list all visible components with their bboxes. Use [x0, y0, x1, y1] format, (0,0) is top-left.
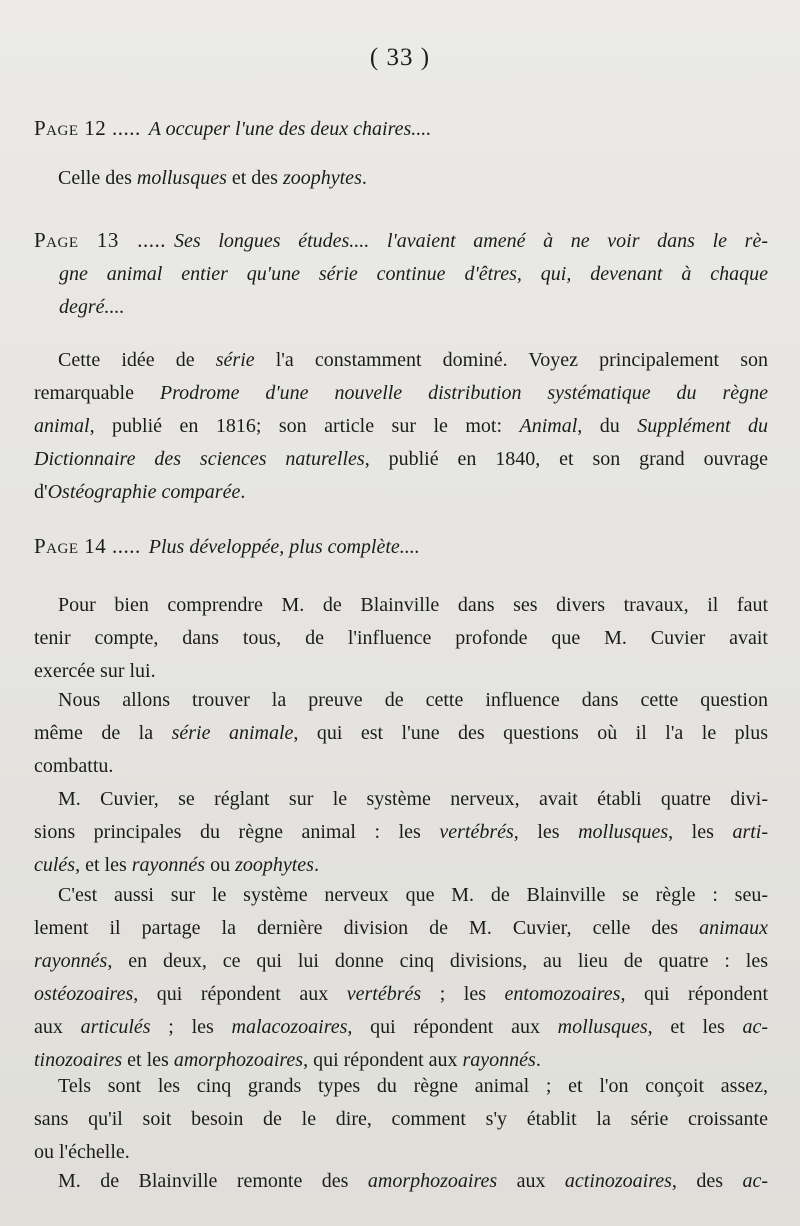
- para-line: [34, 162, 768, 195]
- para-line: exercée sur lui.: [34, 660, 156, 682]
- para-line: tinozoaires et les amorphozoaires, qui répondent aux rayonnés.: [34, 1049, 541, 1071]
- paragraph-3: [34, 589, 768, 688]
- note-line: [34, 291, 768, 324]
- note-line: [34, 530, 768, 564]
- para-line: d'Ostéographie comparée.: [34, 481, 246, 503]
- para-line: Cette idée de série l'a constamment dominé. Voyez principalement son: [58, 349, 768, 371]
- page-number: ( 33 ): [369, 44, 431, 71]
- para-line: Tels sont les cinq grands types du règne animal ; et l'on conçoit assez,: [58, 1075, 768, 1097]
- note-quote: Plus développée, plus complète....: [148, 536, 420, 558]
- para-line: culés, et les rayonnés ou zoophytes.: [34, 854, 319, 876]
- note-head: Page 12 .....: [34, 116, 141, 140]
- para-line: C'est aussi sur le système nerveux que M. de Blainville se règle : seu-: [58, 884, 768, 906]
- para-line: animal, publié en 1816; son article sur le mot: Animal, du Supplément du: [34, 415, 768, 437]
- text-run: .: [361, 167, 367, 189]
- paragraph-5: [34, 783, 768, 882]
- note-line: [34, 258, 768, 291]
- note-page-13: [34, 224, 768, 324]
- para-line: lement il partage la dernière division de M. Cuvier, celle des animaux: [34, 917, 768, 939]
- paragraph-1: [34, 162, 768, 195]
- para-line: ostéozoaires, qui répondent aux vertébrés ; les entomozoaires, qui répondent: [34, 983, 769, 1005]
- para-line: rayonnés, en deux, ce qui lui donne cinq divisions, au lieu de quatre : les: [34, 950, 768, 972]
- paragraph-6: [34, 879, 768, 1077]
- paragraph-2: [34, 344, 768, 509]
- paragraph-4: [34, 684, 768, 783]
- para-line: sans qu'il soit besoin de le dire, comment s'y établit la série croissante: [34, 1108, 768, 1130]
- note-line: [34, 112, 768, 146]
- note-page-14: [34, 530, 768, 564]
- text-run: et des: [226, 167, 283, 189]
- note-quote: Ses longues études.... l'avaient amené à ne voir dans le rè-: [174, 230, 768, 252]
- note-quote: gne animal entier qu'une série continue d'êtres, qui, devenant à chaque: [59, 263, 768, 285]
- text-run-italic: mollusques: [136, 167, 227, 189]
- paragraph-8: [34, 1165, 768, 1198]
- para-line: aux articulés ; les malacozoaires, qui répondent aux mollusques, et les ac-: [34, 1016, 768, 1038]
- para-line: M. Cuvier, se réglant sur le système nerveux, avait établi quatre divi-: [58, 788, 768, 810]
- para-line: remarquable Prodrome d'une nouvelle distribution systématique du règne: [34, 382, 768, 404]
- note-head: Page 14 .....: [34, 534, 141, 558]
- para-line: combattu.: [34, 755, 114, 777]
- note-quote: degré....: [59, 296, 125, 318]
- para-line: Dictionnaire des sciences naturelles, publié en 1840, et son grand ouvrage: [34, 448, 768, 470]
- note-quote: A occuper l'une des deux chaires....: [148, 118, 432, 140]
- text-run-italic: zoophytes: [282, 167, 362, 189]
- para-line: même de la série animale, qui est l'une des questions où il l'a le plus: [34, 722, 769, 744]
- note-head: Page 13 .....: [34, 228, 167, 252]
- paragraph-7: [34, 1070, 768, 1169]
- para-line: Pour bien comprendre M. de Blainville dans ses divers travaux, il faut: [58, 594, 768, 616]
- para-line: sions principales du règne animal : les vertébrés, les mollusques, les arti-: [34, 821, 768, 843]
- para-line: tenir compte, dans tous, de l'influence profonde que M. Cuvier avait: [34, 627, 768, 649]
- note-line: [34, 224, 768, 258]
- para-line: M. de Blainville remonte des amorphozoaires aux actinozoaires, des ac-: [58, 1170, 768, 1192]
- para-line: ou l'échelle.: [34, 1141, 130, 1163]
- para-line: Nous allons trouver la preuve de cette influence dans cette question: [58, 689, 768, 711]
- text-run: Celle des: [58, 167, 137, 189]
- note-page-12: [34, 112, 768, 146]
